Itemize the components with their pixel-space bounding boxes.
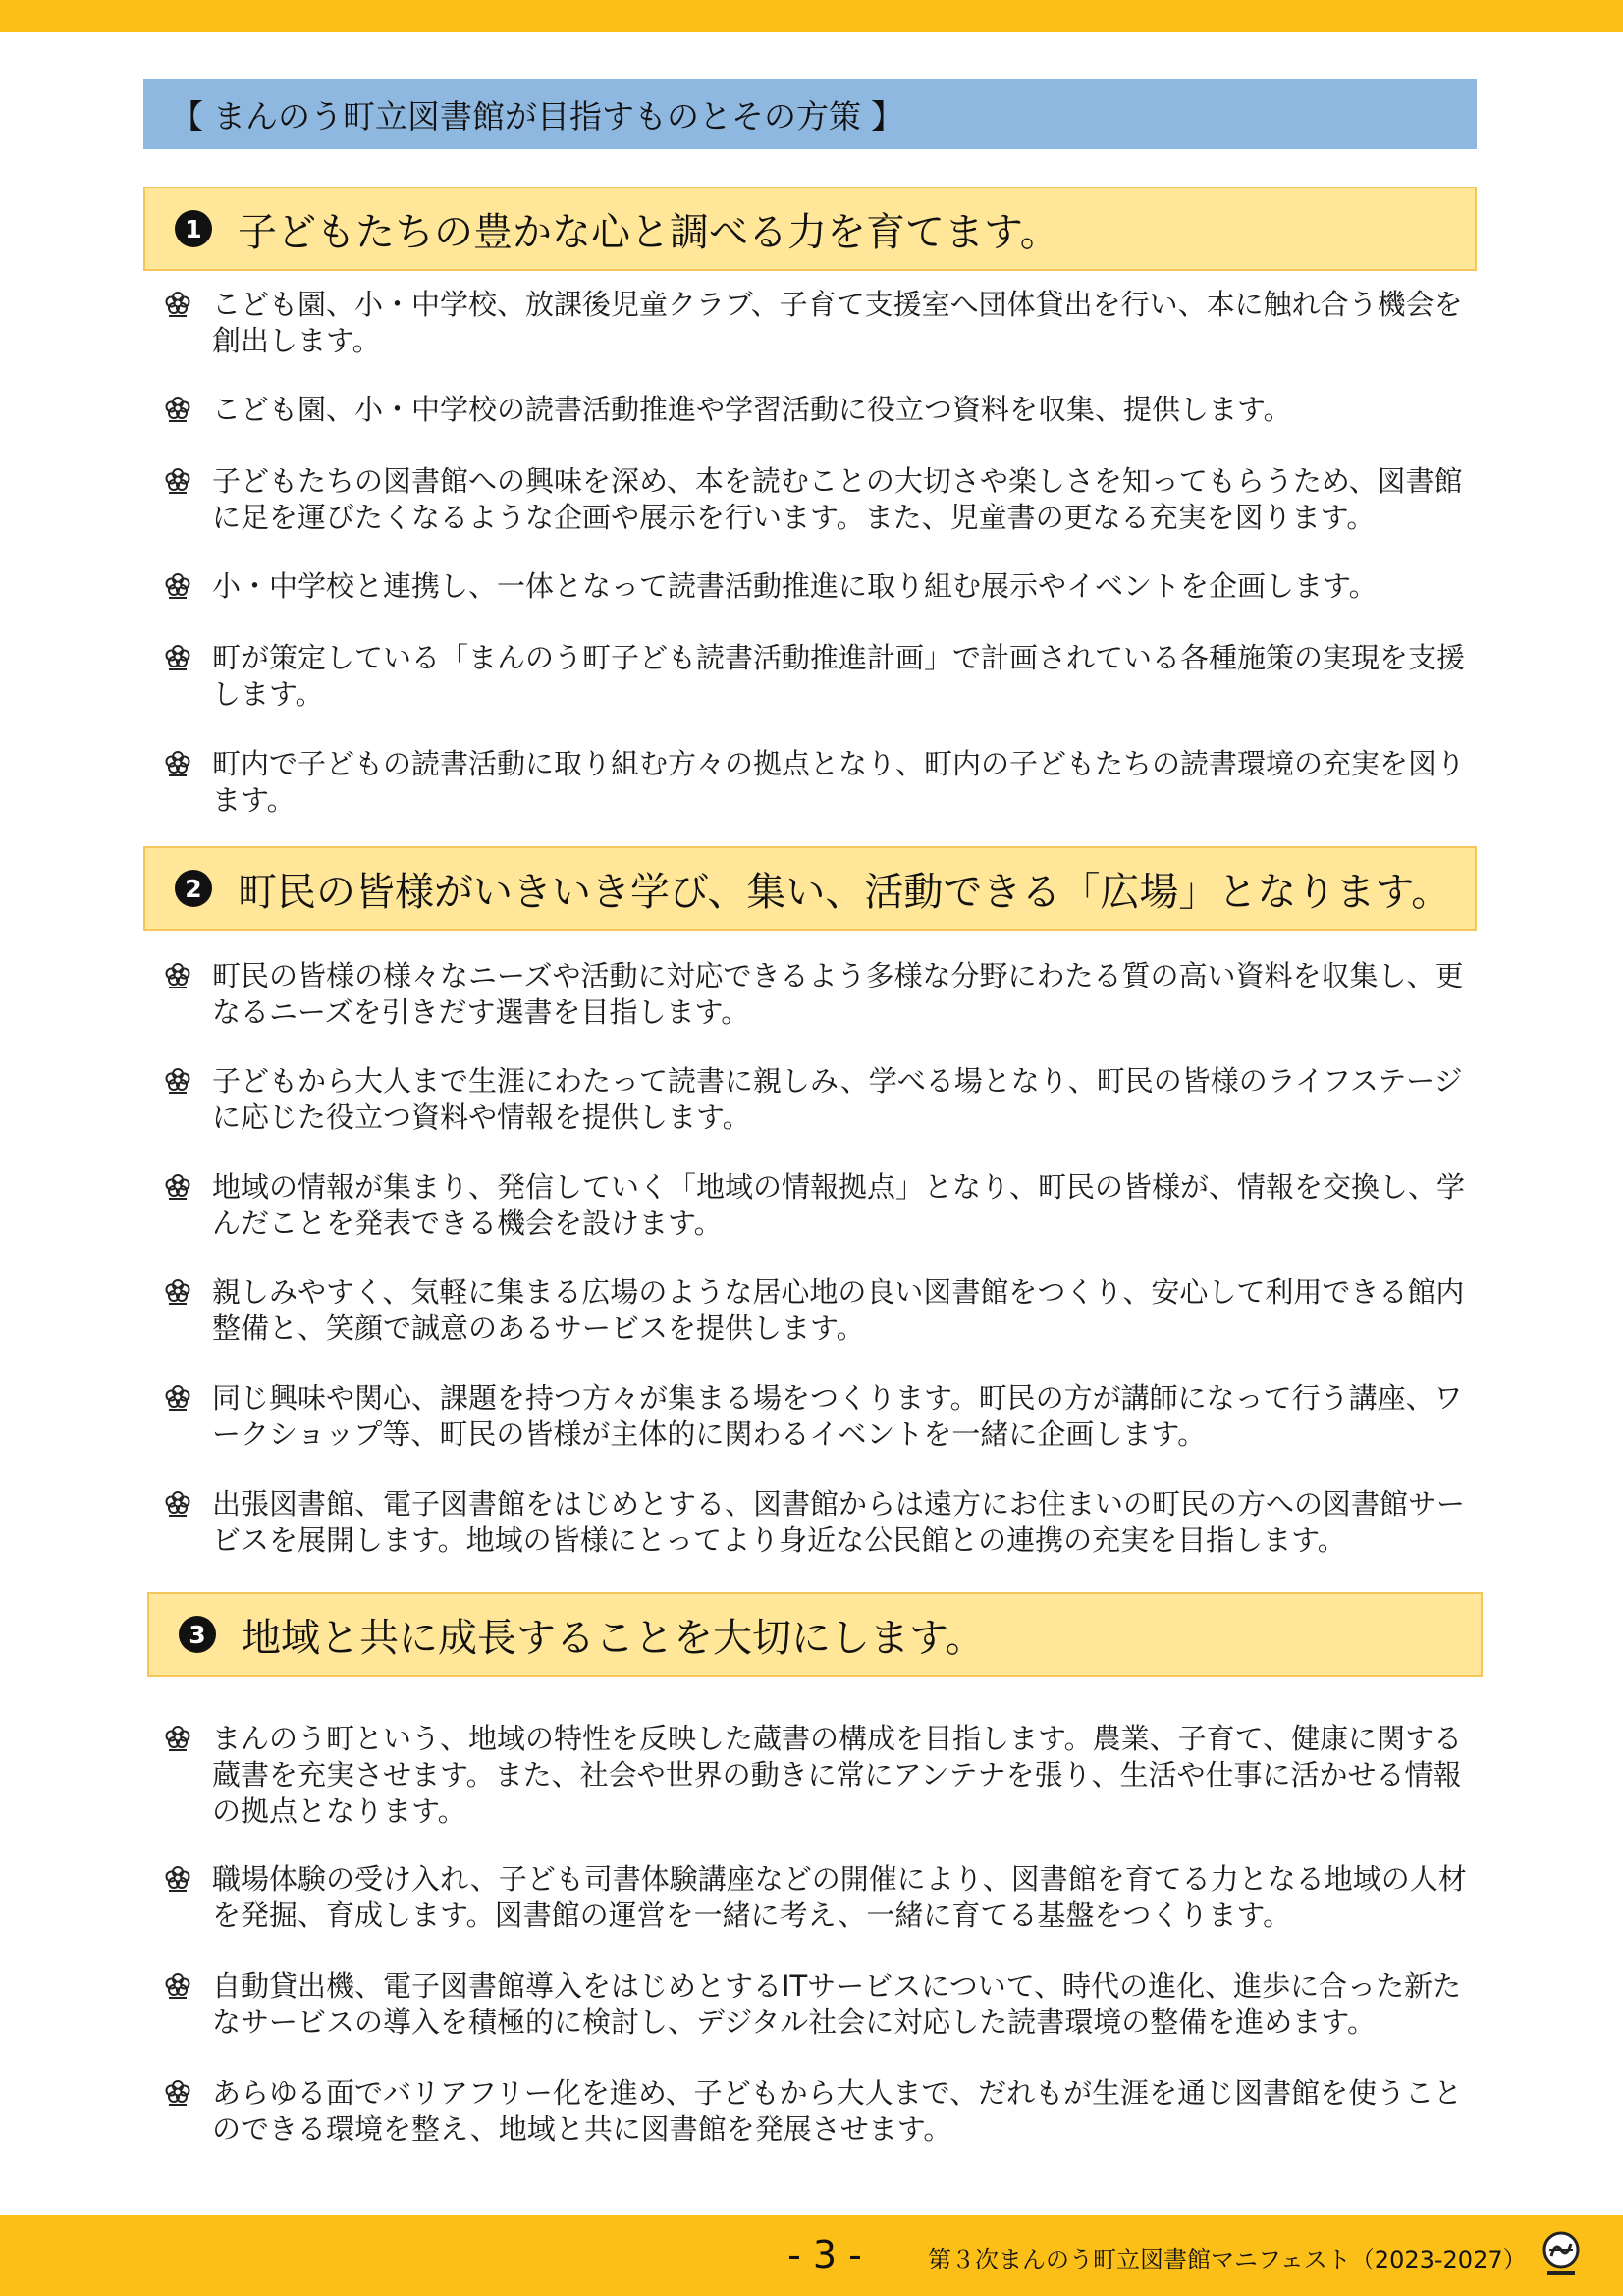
section-1-heading: [143, 187, 1477, 271]
section-3-item: あらゆる面でバリアフリー化を進め、子どもから大人まで、だれもが生涯を通じ図書館を使うことのできる環境を整え、地域と共に図書館を発展させます。: [169, 2075, 1480, 2148]
page-title-bar: [143, 79, 1477, 149]
section-2-item: 町民の皆様の様々なニーズや活動に対応できるよう多様な分野にわたる質の高い資料を収集し、更なるニーズを引きだす選書を目指します。: [169, 958, 1480, 1031]
section-3-heading: [147, 1592, 1483, 1677]
section-1-item: 町内で子どもの読書活動に取り組む方々の拠点となり、町内の子どもたちの読書環境の充実を図ります。: [169, 746, 1480, 819]
section-1-item: 子どもたちの図書館への興味を深め、本を読むことの大切さや楽しさを知ってもらうため、図書館に足を運びたくなるような企画や展示を行います。また、児童書の更なる充実を図ります。: [169, 463, 1480, 536]
section-1-title: 子どもたちの豊かな心と調べる力を育てます。: [238, 209, 1059, 255]
section-3-item: 職場体験の受け入れ、子ども司書体験講座などの開催により、図書館を育てる力となる地域の人材を発掘、育成します。図書館の運営を一緒に考え、一緒に育てる基盤をつくります。: [169, 1861, 1480, 1934]
flower-icon: [163, 1724, 192, 1753]
flower-icon: [163, 1172, 192, 1201]
section-2-title: 町民の皆様がいきいき学び、集い、活動できる「広場」となります。: [238, 869, 1451, 915]
page-number: - 3 -: [787, 2233, 862, 2276]
footer-title: 第３次まんのう町立図書館マニフェスト（2023-2027）: [928, 2245, 1527, 2273]
section-1-item: こども園、小・中学校、放課後児童クラブ、子育て支援室へ団体貸出を行い、本に触れ合う機会を創出します。: [169, 287, 1480, 359]
flower-icon: [163, 395, 192, 424]
flower-icon: [163, 1066, 192, 1095]
flower-icon: [163, 1864, 192, 1894]
section-1-number: 1: [175, 210, 212, 247]
section-1-item: 町が策定している「まんのう町子ども読書活動推進計画」で計画されている各種施策の実現を支援します。: [169, 640, 1480, 713]
page-title: まんのう町立図書館が目指すものとその方策: [213, 96, 861, 135]
library-logo-icon: [1540, 2230, 1583, 2281]
flower-icon: [163, 643, 192, 672]
section-2-number: 2: [175, 870, 212, 907]
flower-icon: [163, 1277, 192, 1307]
flower-icon: [163, 749, 192, 778]
flower-icon: [163, 571, 192, 601]
flower-icon: [163, 2078, 192, 2108]
section-2-heading: [143, 846, 1477, 931]
section-1-item: こども園、小・中学校の読書活動推進や学習活動に役立つ資料を収集、提供します。: [169, 392, 1480, 428]
flower-icon: [163, 1489, 192, 1519]
flower-icon: [163, 1971, 192, 2001]
section-2-item: 親しみやすく、気軽に集まる広場のような居心地の良い図書館をつくり、安心して利用できる館内整備と、笑顔で誠意のあるサービスを提供します。: [169, 1274, 1480, 1347]
section-2-item: 子どもから大人まで生涯にわたって読書に親しみ、学べる場となり、町民の皆様のライフステージに応じた役立つ資料や情報を提供します。: [169, 1063, 1480, 1136]
section-2-item: 同じ興味や関心、課題を持つ方々が集まる場をつくります。町民の方が講師になって行う講座、ワークショップ等、町民の皆様が主体的に関わるイベントを一緒に企画します。: [169, 1380, 1480, 1453]
section-1-item: 小・中学校と連携し、一体となって読書活動推進に取り組む展示やイベントを企画します。: [169, 568, 1480, 605]
section-3-item: まんのう町という、地域の特性を反映した蔵書の構成を目指します。農業、子育て、健康に関する蔵書を充実させます。また、社会や世界の動きに常にアンテナを張り、生活や仕事に活かせる情報の拠点となります。: [169, 1721, 1480, 1830]
flower-icon: [163, 290, 192, 319]
title-bracket-close: 】: [871, 96, 903, 135]
section-2-item: 地域の情報が集まり、発信していく「地域の情報拠点」となり、町民の皆様が、情報を交換し、学んだことを発表できる機会を設けます。: [169, 1169, 1480, 1242]
title-bracket-open: 【: [171, 96, 203, 135]
top-color-band: [0, 0, 1623, 32]
section-2-item: 出張図書館、電子図書館をはじめとする、図書館からは遠方にお住まいの町民の方への図書館サービスを展開します。地域の皆様にとってより身近な公民館との連携の充実を目指します。: [169, 1486, 1480, 1559]
flower-icon: [163, 961, 192, 990]
section-3-number: 3: [179, 1616, 216, 1653]
section-3-item: 自動貸出機、電子図書館導入をはじめとするITサービスについて、時代の進化、進歩に合った新たなサービスの導入を積極的に検討し、デジタル社会に対応した読書環境の整備を進めます。: [169, 1968, 1480, 2041]
flower-icon: [163, 1383, 192, 1413]
section-3-title: 地域と共に成長することを大切にします。: [242, 1615, 985, 1661]
flower-icon: [163, 466, 192, 496]
